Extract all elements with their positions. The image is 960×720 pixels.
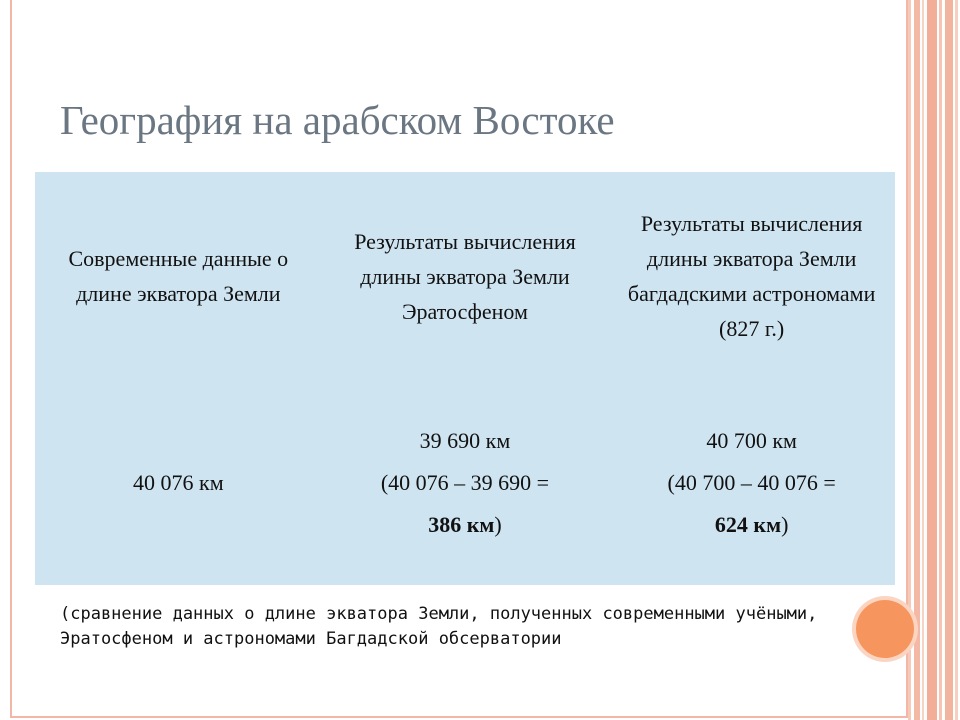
modern-value: 40 076 км [133, 469, 224, 495]
header-modern: Современные данные о длине экватора Земли [68, 246, 289, 306]
caption-text: (сравнение данных о длине экватора Земли, полученных современными учёными, Эратосфеном и астрономами Багдадской обсерватории [60, 604, 818, 649]
baghdad-diff-line [612, 504, 891, 546]
eratosthenes-diff-line [326, 504, 605, 546]
table-header-row [35, 172, 895, 380]
header-baghdad: Результаты вычисления длины экватора Земли багдадскими астрономами (827 г.) [627, 211, 876, 341]
eratosthenes-diff: 386 км [428, 511, 495, 537]
cell-modern [35, 380, 322, 585]
baghdad-calc: (40 700 – 40 076 = [667, 469, 836, 495]
eratosthenes-calc: (40 076 – 39 690 = [380, 469, 550, 495]
slide-title: География на арабском Востоке [60, 97, 615, 143]
orange-circle-icon [856, 600, 914, 658]
comparison-table [35, 172, 895, 585]
decorative-stripes [908, 0, 960, 720]
baghdad-close: ) [781, 511, 789, 537]
eratosthenes-value: 39 690 км [419, 427, 511, 453]
header-eratosthenes: Результаты вычисления длины экватора Земли Эратосфеном [354, 228, 576, 324]
baghdad-diff: 624 км [714, 511, 782, 537]
cell-eratosthenes [322, 380, 609, 585]
table-row [35, 380, 895, 585]
baghdad-value: 40 700 км [706, 427, 797, 453]
eratosthenes-close: ) [494, 511, 502, 537]
cell-baghdad [608, 380, 895, 585]
